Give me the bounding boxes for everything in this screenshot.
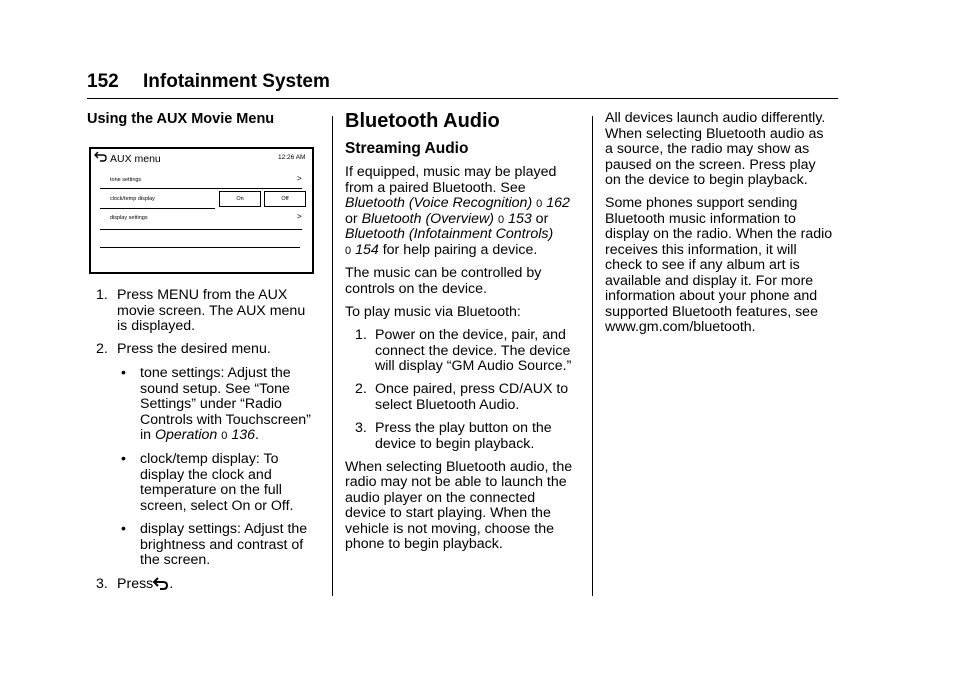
paragraph-line-xref: Bluetooth (Infotainment Controls): [345, 226, 554, 242]
paragraph-line: on the device to begin playback.: [605, 172, 808, 188]
page-ref: 136: [231, 427, 255, 443]
bullet: •: [121, 521, 126, 537]
step-text: Press the desired menu.: [117, 341, 271, 357]
paragraph-line: available and display it. For more: [605, 273, 814, 289]
step-text: Press the play button on the: [375, 420, 552, 436]
screen-row-divider: [100, 247, 300, 248]
section-heading-aux-movie-menu: Using the AUX Movie Menu: [87, 111, 275, 127]
bullet-text: Settings” under “Radio: [140, 396, 282, 412]
paragraph-line: To play music via Bluetooth:: [345, 304, 521, 320]
step-text: connect the device. The device: [375, 343, 571, 359]
paragraph-line-xref: or Bluetooth (Overview) 0 153 or: [345, 211, 549, 227]
header-rule: [87, 98, 838, 99]
paragraph-line: All devices launch audio differently.: [605, 110, 826, 126]
bullet: •: [121, 365, 126, 381]
paragraph-line: supported Bluetooth features, see: [605, 304, 818, 320]
paragraph-line: audio player on the connected: [345, 490, 536, 506]
bullet-text: the screen.: [140, 552, 211, 568]
page-ref: 154: [355, 242, 379, 258]
bullet-text: brightness and contrast of: [140, 537, 304, 553]
screen-row-display-settings: display settings: [110, 215, 148, 221]
screen-row-clock-temp-display: clock/temp display: [110, 196, 155, 202]
screen-row-divider: [100, 188, 302, 189]
step-text: Press MENU from the AUX: [117, 287, 288, 303]
step-text: movie screen. The AUX menu: [117, 303, 306, 319]
paragraph-line: Some phones support sending: [605, 195, 798, 211]
subsection-heading-streaming-audio: Streaming Audio: [345, 140, 469, 157]
step-number: 1.: [355, 327, 367, 343]
paragraph-line: display on the radio. When the radio: [605, 226, 833, 242]
bullet-text: temperature on the full: [140, 482, 282, 498]
paragraph-line: When selecting Bluetooth audio as: [605, 126, 824, 142]
step-number: 2.: [96, 341, 108, 357]
step-number: 1.: [96, 287, 108, 303]
step-number: 3.: [355, 420, 367, 436]
step-text: will display “GM Audio Source.”: [375, 358, 572, 374]
page-ref-arrow-icon: 0: [345, 245, 352, 257]
step-text: is displayed.: [117, 318, 196, 334]
back-arrow-icon: [153, 577, 169, 595]
chevron-right-icon: >: [297, 212, 302, 221]
paragraph-line: Bluetooth music information to: [605, 211, 796, 227]
aux-menu-screen-illustration: [89, 147, 314, 274]
step-text: select Bluetooth Audio.: [375, 397, 520, 413]
page-ref-arrow-icon: 0: [536, 198, 543, 210]
bullet-text: Controls with Touchscreen”: [140, 412, 311, 428]
paragraph-line: vehicle is not moving, choose the: [345, 521, 554, 537]
running-header-title: Infotainment System: [143, 71, 330, 92]
bullet-text: display the clock and: [140, 467, 272, 483]
bullet: •: [121, 451, 126, 467]
screen-clock: 12:26 AM: [278, 154, 306, 161]
page-ref-arrow-icon: 0: [221, 430, 228, 442]
page-number: 152: [87, 71, 119, 92]
page-ref: 162: [546, 195, 570, 211]
paragraph-line: device to start playing. When the: [345, 505, 551, 521]
screen-row-divider: [100, 229, 302, 230]
step-text: Once paired, press CD/AUX to: [375, 381, 569, 397]
paragraph-line: from a paired Bluetooth. See: [345, 180, 526, 196]
paragraph-line: If equipped, music may be played: [345, 164, 557, 180]
paragraph-line: paused on the screen. Press play: [605, 157, 816, 173]
screen-title: AUX menu: [110, 153, 161, 165]
bullet-text: sound setup. See “Tone: [140, 381, 290, 397]
paragraph-line: check to see if any album art is: [605, 257, 800, 273]
paragraph-line: receives this information, it will: [605, 242, 797, 258]
page-ref: 153: [508, 211, 532, 227]
chevron-right-icon: >: [297, 174, 302, 183]
bullet-text: tone settings: Adjust the: [140, 365, 291, 381]
paragraph-line: The music can be controlled by: [345, 265, 542, 281]
screen-off-button: Off: [264, 191, 306, 207]
step-text: Press .: [117, 577, 173, 595]
section-heading-bluetooth-audio: Bluetooth Audio: [345, 110, 500, 132]
step-text: Power on the device, pair, and: [375, 327, 566, 343]
column-divider-1: [332, 116, 333, 596]
screen-on-button: On: [219, 191, 261, 207]
paragraph-line: phone to begin playback.: [345, 536, 503, 552]
step-number: 2.: [355, 381, 367, 397]
paragraph-line: When selecting Bluetooth audio, the: [345, 459, 573, 475]
bullet-text: screen, select On or Off.: [140, 498, 294, 514]
back-arrow-icon: [94, 151, 108, 165]
step-number: 3.: [96, 576, 108, 592]
bullet-text-with-xref: in Operation 0 136.: [140, 427, 259, 443]
column-divider-2: [592, 116, 593, 596]
screen-row-divider: [100, 208, 215, 209]
paragraph-line: a source, the radio may show as: [605, 141, 810, 157]
screen-row-tone-settings: tone settings: [110, 177, 142, 183]
paragraph-line: radio may not be able to launch the: [345, 474, 567, 490]
bullet-text: clock/temp display: To: [140, 451, 279, 467]
bullet-text: display settings: Adjust the: [140, 521, 308, 537]
url-text: www.gm.com/bluetooth.: [605, 319, 756, 335]
paragraph-line-xref: 0 154 for help pairing a device.: [345, 242, 538, 258]
paragraph-line: information about your phone and: [605, 288, 818, 304]
page-ref-arrow-icon: 0: [497, 214, 505, 226]
paragraph-line-xref: Bluetooth (Voice Recognition) 0 162: [345, 195, 570, 211]
paragraph-line: controls on the device.: [345, 281, 487, 297]
step-text: device to begin playback.: [375, 436, 535, 452]
